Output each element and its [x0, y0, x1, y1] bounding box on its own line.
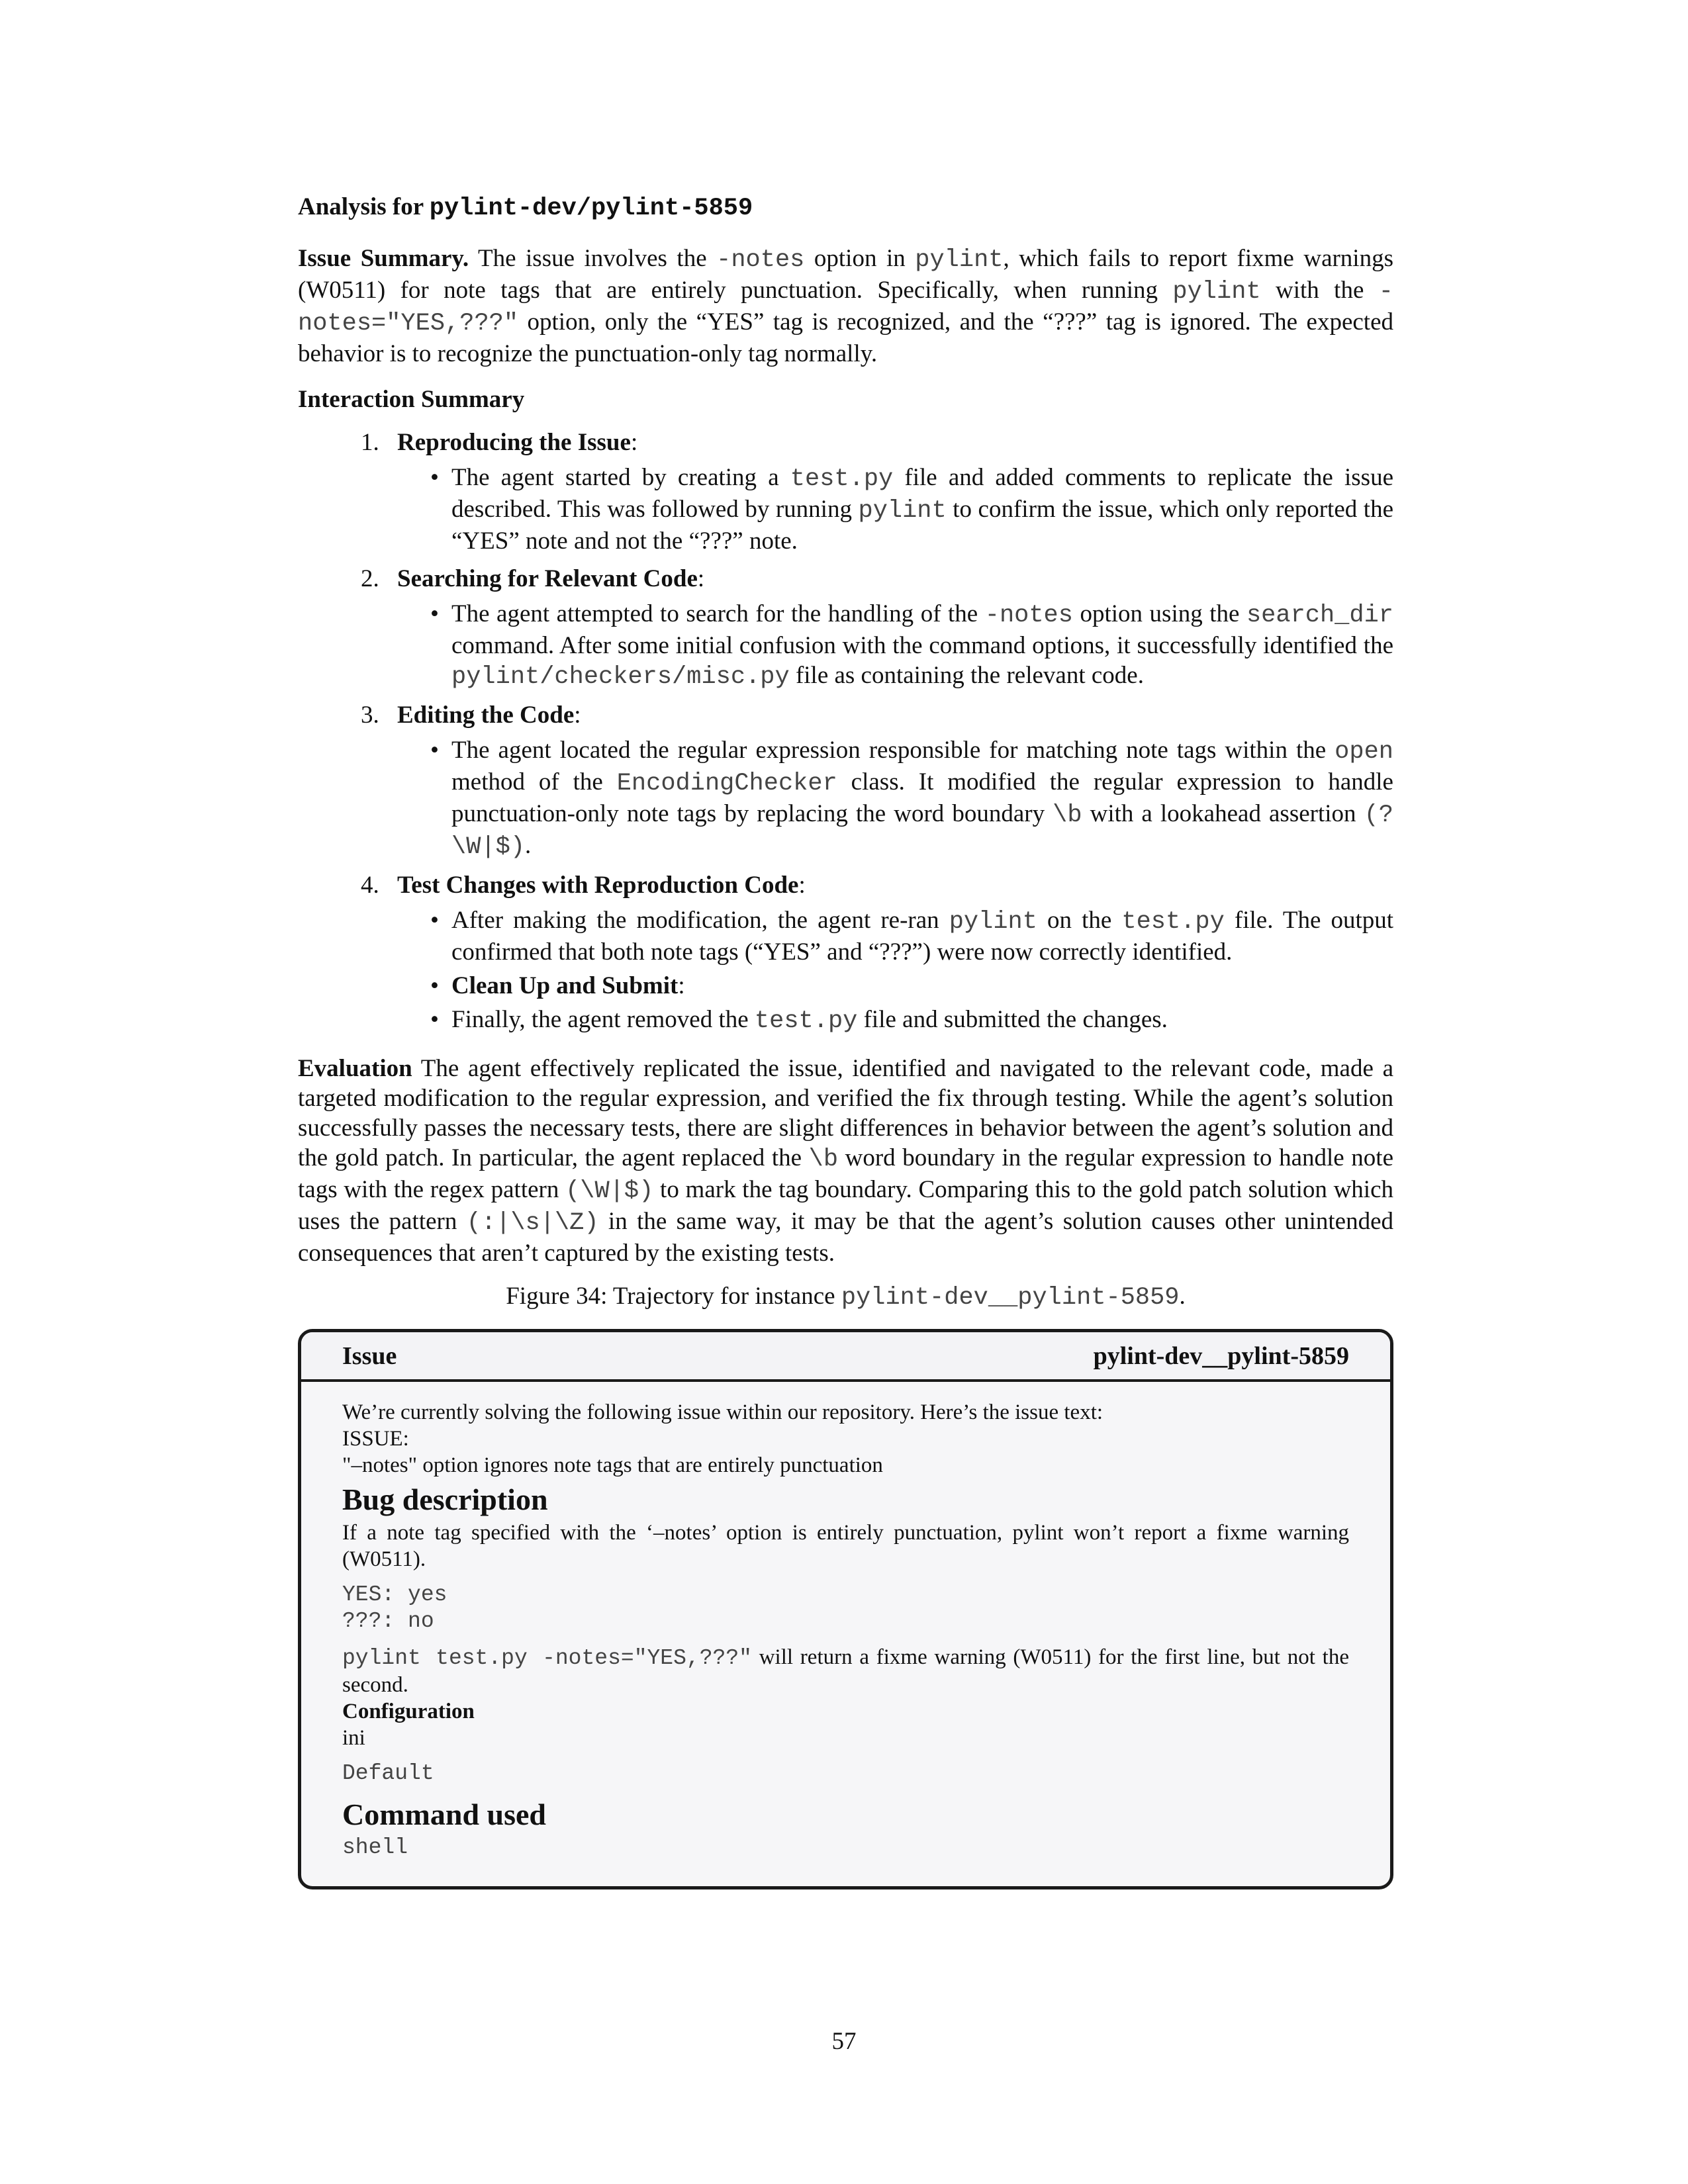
- bullet-text: file and submitted the changes.: [857, 1006, 1168, 1033]
- evaluation-text: word boundary in the regular expression to handle note tags with the regex pattern: [298, 1144, 1394, 1203]
- issue-box-instance-id: pylint-dev__pylint-5859: [1093, 1342, 1349, 1370]
- issue-intro: We’re currently solving the following issue within our repository. Here’s the issue text:: [342, 1400, 1103, 1424]
- inline-code: -notes: [716, 246, 805, 274]
- issue-summary-paragraph: [298, 244, 1393, 369]
- bullet-icon: •: [430, 737, 439, 764]
- evaluation-text: in the same way, it may be that the agent’s solution causes other unintended consequences that aren’t captured by the existing tests.: [298, 1208, 1393, 1267]
- step-number: 2.: [361, 565, 379, 592]
- caption-text: Figure 34: Trajectory for instance: [506, 1283, 841, 1310]
- bullet-text: After making the modification, the agent re-ran: [451, 907, 949, 934]
- bullet-text: Finally, the agent removed the: [451, 1006, 755, 1033]
- issue-title: "–notes" option ignores note tags that are entirely punctuation: [342, 1453, 883, 1477]
- inline-code: \b: [1053, 801, 1082, 829]
- issue-summary-text: , which fails to report fixme warnings (W0511) for note tags that are entirely punctuation. Specifically, when running: [298, 245, 1393, 304]
- inline-code: pylint: [858, 497, 947, 525]
- bullet-item: [397, 1005, 1393, 1036]
- issue-box: [298, 1329, 1393, 1889]
- analysis-heading: [298, 192, 1393, 224]
- bullet-text: option using the: [1072, 600, 1246, 627]
- bullet-list: [397, 905, 1393, 1036]
- code-line: YES: yes: [342, 1582, 447, 1607]
- inline-code: pylint/checkers/misc.py: [451, 663, 790, 691]
- inline-code: -notes="YES,???": [298, 278, 1393, 338]
- inline-code: search_dir: [1246, 602, 1393, 629]
- caption-text: .: [1179, 1283, 1186, 1310]
- bullet-text: class. It modified the regular expression to handle punctuation-only note tags by replacing the word boundary: [451, 768, 1393, 827]
- step-title: Editing the Code: [397, 702, 575, 729]
- inline-code: pylint: [915, 246, 1004, 274]
- page-number: 57: [831, 2028, 857, 2055]
- bullet-text: The agent attempted to search for the handling of the: [451, 600, 985, 627]
- evaluation-text: to mark the tag boundary. Comparing this to the gold patch solution which uses the pattern: [298, 1176, 1393, 1235]
- bullet-text: on the: [1037, 907, 1122, 934]
- step-number: 4.: [361, 872, 379, 899]
- bullet-icon: •: [430, 972, 439, 999]
- step-colon: :: [630, 429, 638, 456]
- bullet-title: Clean Up and Submit: [451, 972, 679, 999]
- bug-description-heading: Bug description: [342, 1482, 548, 1516]
- bullet-icon: •: [430, 907, 439, 934]
- bullet-item: [397, 905, 1393, 967]
- caption-code: pylint-dev__pylint-5859: [841, 1284, 1180, 1312]
- analysis-heading-prefix: Analysis for: [298, 193, 430, 220]
- issue-box-title: Issue: [342, 1342, 397, 1370]
- bullet-text: command. After some initial confusion with the command options, it successfully identified the: [451, 632, 1393, 659]
- issue-summary-text: with the: [1260, 277, 1379, 304]
- bullet-text: .: [525, 832, 532, 859]
- step-item: [298, 428, 1393, 556]
- issue-box-header: [301, 1332, 1390, 1382]
- inline-code: \b: [808, 1146, 839, 1173]
- inline-code: pylint: [1172, 278, 1261, 306]
- page-content: [298, 192, 1393, 1889]
- spacer: [342, 1572, 1349, 1582]
- evaluation-paragraph: [298, 1054, 1393, 1268]
- step-item: [298, 564, 1393, 692]
- code-line: ???: no: [342, 1609, 434, 1633]
- evaluation-text: The agent effectively replicated the issue, identified and navigated to the relevant code, made a targeted modification to the regular expression, and verified the fix through testing. While the agent’s solution successfully passes the necessary tests, there are slight differences in behavior between the agent’s solution and the gold patch. In particular, the agent replaced the: [298, 1055, 1393, 1171]
- step-colon: :: [798, 872, 806, 899]
- bullet-item: [397, 735, 1393, 862]
- figure-caption: [298, 1281, 1393, 1313]
- bullet-item: [397, 971, 1393, 1001]
- inline-code: test.py: [754, 1007, 858, 1035]
- bullet-item: [397, 599, 1393, 692]
- evaluation-label: Evaluation: [298, 1055, 412, 1082]
- bullet-icon: •: [430, 464, 439, 491]
- inline-code: test.py: [790, 465, 894, 493]
- bullet-list: [397, 735, 1393, 862]
- step-title: Searching for Relevant Code: [397, 565, 698, 592]
- bullet-icon: •: [430, 1006, 439, 1033]
- command-description: [342, 1644, 1349, 1698]
- issue-box-body: [301, 1382, 1390, 1886]
- command-description-text: will return a fixme warning (W0511) for the first line, but not the second.: [342, 1645, 1349, 1697]
- issue-label: ISSUE:: [342, 1427, 409, 1451]
- bullet-icon: •: [430, 600, 439, 627]
- command-language: shell: [342, 1835, 408, 1860]
- steps-list: [298, 428, 1393, 1036]
- inline-code: (?\W|$): [451, 801, 1393, 861]
- bullet-text: file as containing the relevant code.: [789, 662, 1144, 689]
- inline-code: -notes: [984, 602, 1073, 629]
- issue-summary-text: option, only the “YES” tag is recognized, and the “???” tag is ignored. The expected behavior is to recognize the punctuation-only tag normally.: [298, 308, 1393, 367]
- bullet-colon: :: [678, 972, 685, 999]
- bug-description-text: If a note tag specified with the ‘–notes’ option is entirely punctuation, pylint won’t report a fixme warning (W0511).: [342, 1521, 1349, 1571]
- bullet-text: file. The output confirmed that both note tags (“YES” and “???”) were now correctly identified.: [451, 907, 1394, 966]
- spacer: [342, 1751, 1349, 1760]
- configuration-value: Default: [342, 1761, 434, 1786]
- step-colon: :: [697, 565, 705, 592]
- step-item: [298, 700, 1393, 862]
- issue-summary-text: The issue involves the: [469, 245, 717, 272]
- spacer: [342, 1635, 1349, 1644]
- inline-code: pylint: [949, 908, 1037, 936]
- bullet-text: The agent started by creating a: [451, 464, 790, 491]
- configuration-language: ini: [342, 1726, 365, 1750]
- analysis-heading-repo: pylint-dev/pylint-5859: [429, 195, 753, 222]
- inline-code: open: [1335, 738, 1393, 766]
- bullet-text: with a lookahead assertion: [1082, 800, 1364, 827]
- bullet-text: to confirm the issue, which only reported the “YES” note and not the “???” note.: [451, 496, 1393, 555]
- bullet-text: file and added comments to replicate the issue described. This was followed by running: [451, 464, 1393, 523]
- inline-code: (:|\s|\Z): [466, 1209, 599, 1237]
- step-title: Test Changes with Reproduction Code: [397, 872, 799, 899]
- inline-code: test.py: [1121, 908, 1225, 936]
- step-number: 1.: [361, 429, 379, 456]
- issue-summary-text: option in: [804, 245, 915, 272]
- inline-code: pylint test.py -notes="YES,???": [342, 1646, 752, 1670]
- step-item: [298, 870, 1393, 1036]
- configuration-heading: Configuration: [342, 1700, 475, 1723]
- command-used-heading: Command used: [342, 1797, 547, 1831]
- inline-code: (\W|$): [565, 1177, 654, 1205]
- issue-summary-label: Issue Summary.: [298, 245, 469, 272]
- bullet-text: The agent located the regular expression responsible for matching note tags within the: [451, 737, 1335, 764]
- step-title: Reproducing the Issue: [397, 429, 631, 456]
- step-number: 3.: [361, 702, 379, 729]
- bullet-list: [397, 463, 1393, 556]
- bullet-item: [397, 463, 1393, 556]
- inline-code: EncodingChecker: [616, 770, 837, 797]
- bullet-list: [397, 599, 1393, 692]
- step-colon: :: [574, 702, 581, 729]
- bullet-text: method of the: [451, 768, 617, 796]
- interaction-summary-title: Interaction Summary: [298, 386, 525, 413]
